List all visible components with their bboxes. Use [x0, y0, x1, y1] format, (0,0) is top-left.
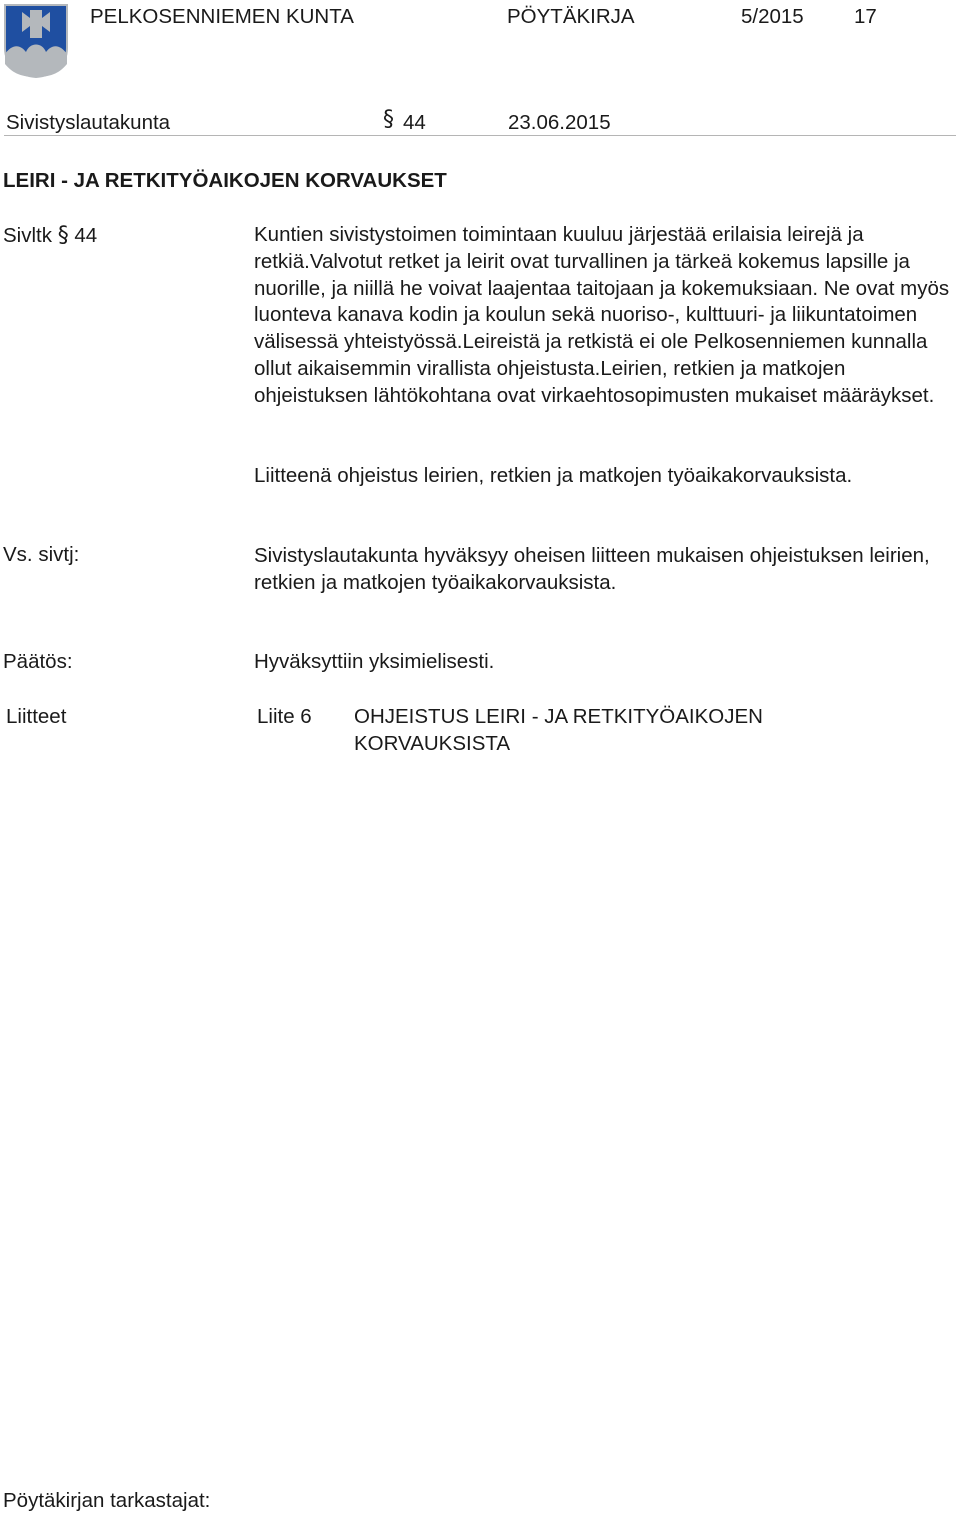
- attachment-title: OHJEISTUS LEIRI - JA RETKITYÖAIKOJEN KORVAUKSISTA: [354, 705, 763, 755]
- municipality-name: PELKOSENNIEMEN KUNTA: [90, 5, 354, 28]
- meeting-date: 23.06.2015: [508, 111, 611, 134]
- section-number: 44: [403, 111, 426, 134]
- section-symbol: §: [383, 107, 394, 132]
- proposal-text: Sivistyslautakunta hyväksyy oheisen liitteen mukaisen ohjeistuksen leirien, retkien ja matkojen työaikakorvauksista.: [254, 544, 930, 594]
- page-number: 17: [854, 5, 877, 28]
- document-number: 5/2015: [741, 5, 804, 28]
- item-number: 44: [74, 224, 98, 247]
- item-section-symbol: §: [57, 223, 69, 248]
- document-type: PÖYTÄKIRJA: [507, 5, 635, 28]
- item-paragraph-attachment-note: Liitteenä ohjeistus leirien, retkien ja matkojen työaikakorvauksista.: [254, 464, 853, 487]
- page-title: LEIRI - JA RETKITYÖAIKOJEN KORVAUKSET: [3, 169, 447, 192]
- header-divider: [4, 135, 956, 136]
- attachment-id: Liite 6: [257, 705, 312, 728]
- item-label: [3, 223, 97, 248]
- attachments-label: Liitteet: [6, 705, 67, 728]
- municipality-coat-of-arms-logo: [4, 4, 68, 78]
- committee-name: Sivistyslautakunta: [6, 111, 171, 134]
- decision-text: Hyväksyttiin yksimielisesti.: [254, 650, 495, 673]
- decision-label: Päätös:: [3, 650, 73, 673]
- proposal-label: Vs. sivtj:: [3, 543, 80, 566]
- item-label-text: Sivltk: [3, 224, 52, 247]
- footer-inspectors-label: Pöytäkirjan tarkastajat:: [3, 1489, 211, 1512]
- item-paragraph-main: Kuntien sivistystoimen toimintaan kuuluu järjestää erilaisia leirejä ja retkiä.Valvotut retket ja leirit ovat turvallinen ja tärkeä kokemus lapsille ja nuorille, ja niillä he voivat laajentaa taitojaan ja kokemuksiaan. Ne ovat myös luonteva kanava kodin ja koulun sekä nuoriso-, kulttuuri- ja liikuntatoimen välisessä yhteistyössä.Leireistä ja retkistä ei ole Pelkosenniemen kunnalla ollut aikaisemmin virallista ohjeistusta.Leirien, retkien ja matkojen ohjeistuksen lähtökohtana ovat virkaehtosopimusten mukaiset määräykset.: [254, 223, 950, 407]
